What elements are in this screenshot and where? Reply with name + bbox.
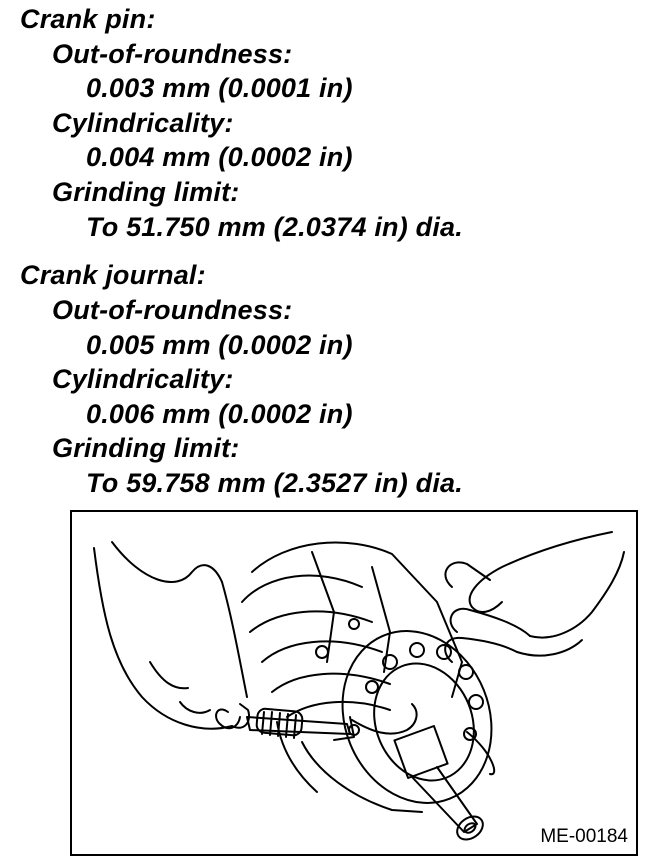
spec-label: Cylindricality: bbox=[52, 364, 234, 394]
micrometer-icon bbox=[247, 704, 417, 740]
figure-id-label: ME-00184 bbox=[540, 826, 628, 847]
spec-value: 0.004 mm (0.0002 in) bbox=[86, 142, 353, 172]
spec-label: Grinding limit: bbox=[52, 177, 240, 207]
spec-value: To 59.758 mm (2.3527 in) dia. bbox=[86, 468, 463, 498]
spec-value: 0.003 mm (0.0001 in) bbox=[86, 73, 353, 103]
spec-value: 0.005 mm (0.0002 in) bbox=[86, 330, 353, 360]
spec-value: To 51.750 mm (2.0374 in) dia. bbox=[86, 212, 463, 242]
crankshaft-icon bbox=[242, 542, 462, 812]
section-title: Crank journal: bbox=[20, 260, 206, 290]
right-hand-icon bbox=[445, 532, 624, 662]
left-hand-icon bbox=[94, 542, 249, 729]
spec-label: Out-of-roundness: bbox=[52, 39, 293, 69]
micrometer-on-crankshaft-drawing bbox=[72, 512, 636, 854]
section-title: Crank pin: bbox=[20, 4, 156, 34]
crankshaft-measurement-illustration bbox=[70, 510, 638, 856]
shaft-end-icon bbox=[394, 726, 494, 844]
spec-label: Out-of-roundness: bbox=[52, 295, 293, 325]
spec-label: Grinding limit: bbox=[52, 433, 240, 463]
spec-value: 0.006 mm (0.0002 in) bbox=[86, 399, 353, 429]
spec-label: Cylindricality: bbox=[52, 108, 234, 138]
